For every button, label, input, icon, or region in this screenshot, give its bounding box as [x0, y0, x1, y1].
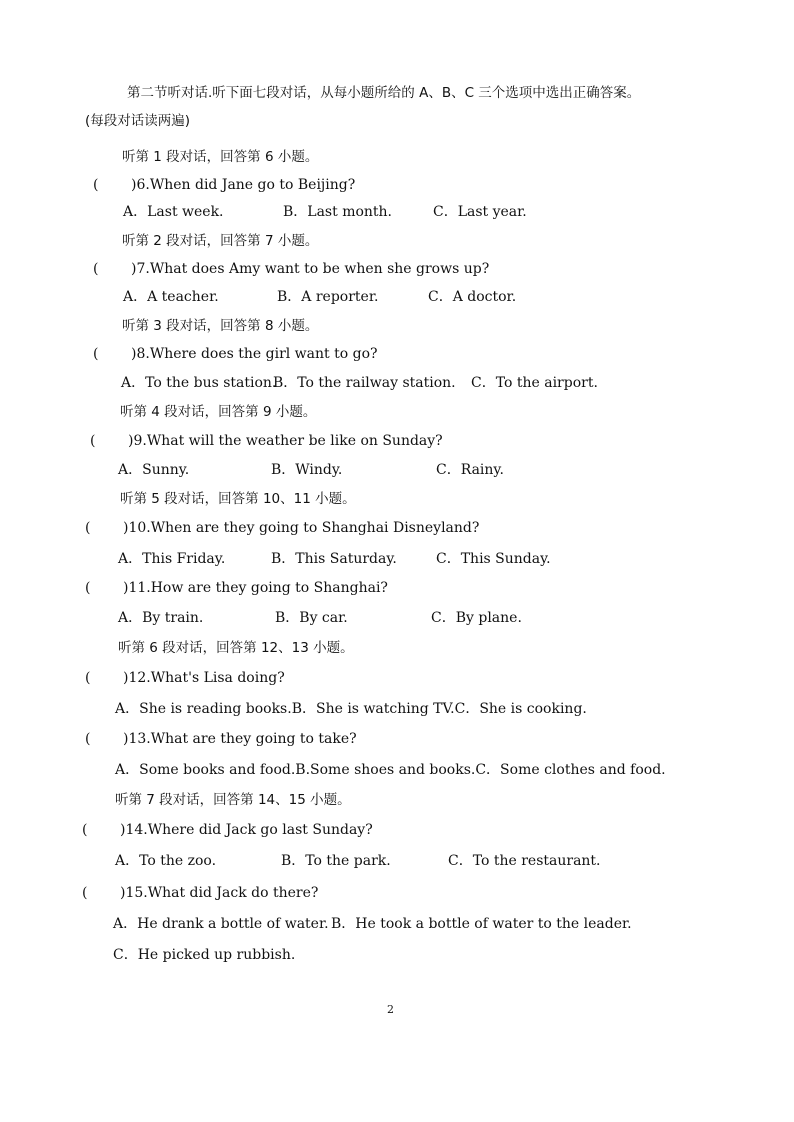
option-a: A．A teacher. — [123, 289, 219, 305]
option-b: B．A reporter. — [277, 289, 379, 305]
option-c: C．He picked up rubbish. — [113, 947, 296, 963]
option-a: A．To the bus station. — [121, 375, 277, 391]
option-b: B．Last month. — [283, 204, 393, 220]
question-8 — [93, 345, 378, 363]
question-14 — [82, 821, 373, 839]
question-13 — [85, 730, 357, 748]
section-header: 第二节听对话.听下面七段对话，从每小题所给的 A、B、C 三个选项中选出正确答案。 — [127, 85, 641, 101]
question-12 — [85, 669, 285, 687]
question-15 — [82, 884, 318, 902]
page-number: 2 — [387, 1003, 394, 1016]
answer-paren[interactable]: ( — [85, 520, 91, 536]
dialogue-instruction: 听第 2 段对话，回答第 7 小题。 — [122, 233, 319, 249]
question-11 — [85, 579, 388, 597]
option-c: C．Rainy. — [436, 462, 504, 478]
question-stem: )8.Where does the girl want to go? — [131, 346, 378, 362]
option-b: B．To the railway station. — [273, 375, 456, 391]
answer-paren[interactable]: ( — [82, 822, 88, 838]
dialogue-instruction: 听第 3 段对话，回答第 8 小题。 — [122, 318, 319, 334]
answer-paren[interactable]: ( — [93, 177, 99, 193]
answer-paren[interactable]: ( — [85, 670, 91, 686]
option-a: A．Sunny. — [118, 462, 190, 478]
option-a: A．He drank a bottle of water. — [113, 916, 329, 932]
option-c: C．This Sunday. — [436, 551, 551, 567]
option-a: A．This Friday. — [118, 551, 226, 567]
option-b: B．This Saturday. — [271, 551, 397, 567]
question-stem: )7.What does Amy want to be when she grows up? — [131, 261, 490, 277]
question-stem: )12.What's Lisa doing? — [123, 670, 285, 686]
option-c: C．A doctor. — [428, 289, 517, 305]
option-c: C．To the airport. — [471, 375, 598, 391]
answer-paren[interactable]: ( — [85, 731, 91, 747]
question-stem: )13.What are they going to take? — [123, 731, 357, 747]
question-6 — [93, 176, 355, 194]
answer-paren[interactable]: ( — [90, 433, 96, 449]
answer-paren[interactable]: ( — [93, 346, 99, 362]
question-10 — [85, 519, 479, 537]
question-stem: )14.Where did Jack go last Sunday? — [120, 822, 373, 838]
answer-paren[interactable]: ( — [93, 261, 99, 277]
dialogue-instruction: 听第 7 段对话，回答第 14、15 小题。 — [115, 792, 351, 808]
option-c: C．Last year. — [433, 204, 527, 220]
option-b: B．To the park. — [281, 853, 391, 869]
question-7 — [93, 260, 489, 278]
answer-paren[interactable]: ( — [82, 885, 88, 901]
option-line: A．She is reading books.B．She is watching TV.C．She is cooking. — [115, 701, 587, 717]
question-stem: )9.What will the weather be like on Sunday? — [128, 433, 443, 449]
option-b: B．By car. — [275, 610, 348, 626]
option-c: C．By plane. — [431, 610, 522, 626]
option-a: A．By train. — [118, 610, 204, 626]
option-line: A．Some books and food.B.Some shoes and books.C．Some clothes and food. — [115, 762, 666, 778]
option-a: A．To the zoo. — [115, 853, 217, 869]
dialogue-instruction: 听第 6 段对话，回答第 12、13 小题。 — [118, 640, 354, 656]
question-stem: )15.What did Jack do there? — [120, 885, 319, 901]
answer-paren[interactable]: ( — [85, 580, 91, 596]
option-b: B．Windy. — [271, 462, 343, 478]
dialogue-instruction: 听第 1 段对话，回答第 6 小题。 — [122, 149, 319, 165]
question-stem: )11.How are they going to Shanghai? — [123, 580, 388, 596]
option-c: C．To the restaurant. — [448, 853, 601, 869]
question-stem: )6.When did Jane go to Beijing? — [131, 177, 356, 193]
question-9 — [90, 432, 443, 450]
question-stem: )10.When are they going to Shanghai Disneyland? — [123, 520, 480, 536]
option-a: A．Last week. — [123, 204, 224, 220]
option-b: B．He took a bottle of water to the leader. — [331, 916, 632, 932]
dialogue-instruction: 听第 5 段对话，回答第 10、11 小题。 — [120, 491, 356, 507]
dialogue-instruction: 听第 4 段对话，回答第 9 小题。 — [120, 404, 317, 420]
section-note: (每段对话读两遍) — [85, 113, 191, 129]
